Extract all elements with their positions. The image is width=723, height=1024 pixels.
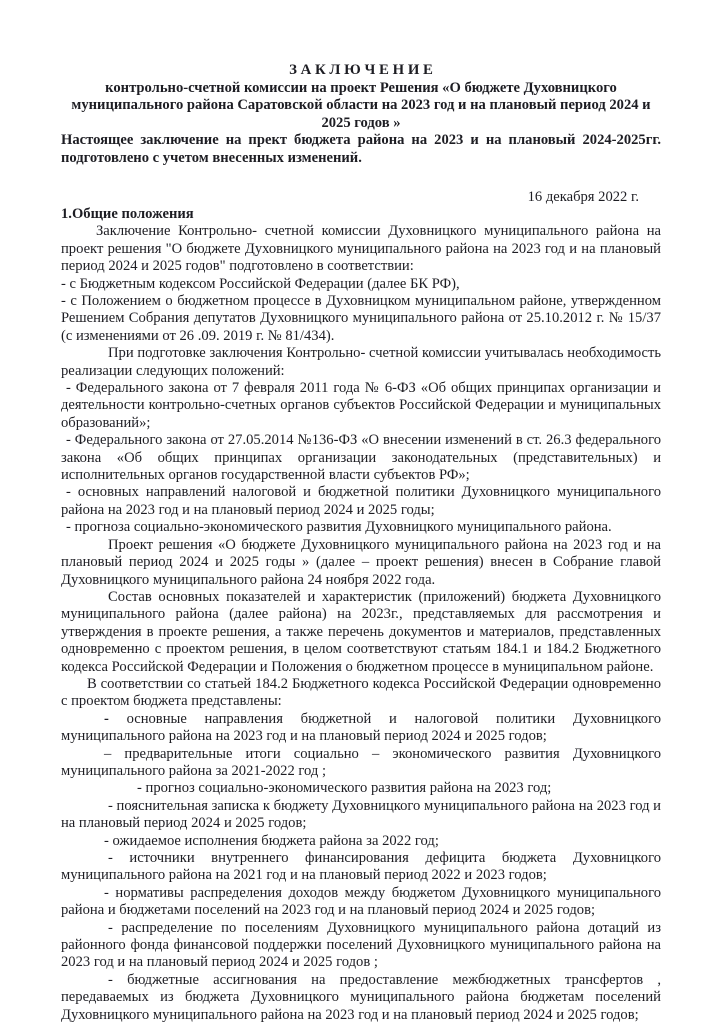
list-item-text: основные направления бюджетной и налоговой политики Духовницкого муниципального района на 2023 год и на плановый период 2024 и 2025 годов; — [61, 710, 661, 745]
document-date: 16 декабря 2022 г. — [527, 188, 639, 205]
list-item-explanatory-note: - пояснительная записка к бюджету Духовницкого муниципального района на 2023 год и на плановый период 2024 и 2025 годов; — [61, 797, 661, 832]
list-item-tax-budget-policy: - основных направлений налоговой и бюджетной политики Духовницкого муниципального района на 2023 год и на плановый период 2024 и 2025 годы; — [61, 484, 661, 518]
body-paragraph: Состав основных показателей и характеристик (приложений) бюджета Духовницкого муниципального района (далее района) на 2023г., представляемых для рассмотрения и утверждения в проекте решения, а также перечень документов и материалов, представленных одновременно с проектом решения, в целом соответствуют статьям 184.1 и 184.2 Бюджетного кодекса Российской Федерации и Положения о бюджетном процессе в муниципальном районе. — [61, 588, 661, 675]
list-item-forecast-2023: - прогноз социально-экономического развития района на 2023 год; — [137, 780, 552, 797]
section-heading-general-provisions: 1.Общие положения — [61, 205, 194, 222]
list-item-income-distribution-standards: - нормативы распределения доходов между бюджетом Духовницкого муниципального района и бюджетами поселений на 2023 год и на плановый период 2024 и 2025 годов; — [61, 884, 661, 919]
list-item-budget-code: - с Бюджетным кодексом Российской Федерации (далее БК РФ), — [61, 275, 460, 292]
list-item-budget-process-regulation: - с Положением о бюджетном процессе в Духовницком муниципальном районе, утвержденном Решением Собрания депутатов Духовницкого муниципального района от 25.10.2012 г. № 15/37 (с изменениями от 26 .09. 2019 г. № 81/434). — [61, 293, 661, 344]
document-subtitle: контрольно-счетной комиссии на проект Решения «О бюджете Духовницкого муниципального района Саратовской области на 2023 год и на плановый период 2024 и 2025 годов » — [71, 79, 651, 131]
body-paragraph: В соответствии со статьей 184.2 Бюджетного кодекса Российской Федерации одновременно с проектом бюджета представлены: — [61, 675, 661, 710]
list-item-expected-execution: - ожидаемое исполнения бюджета района за 2022 год; — [104, 832, 439, 849]
list-item-federal-law-6fz: - Федерального закона от 7 февраля 2011 года № 6-ФЗ «Об общих принципах организации и деятельности контрольно-счетных органов субъектов Российской Федерации и муниципальных образований»; — [61, 380, 661, 431]
list-item-dash: - — [104, 710, 127, 727]
list-item-deficit-financing-sources: - источники внутреннего финансирования дефицита бюджета Духовницкого муниципального района на 2021 год и на плановый период 2022 и 2023 годов; — [61, 850, 661, 884]
body-paragraph: Проект решения «О бюджете Духовницкого муниципального района на 2023 год и на плановый период 2024 и 2025 годы » (далее – проект решения) внесен в Собрание главой Духовницкого муниципального района 24 ноября 2022 года. — [61, 536, 661, 588]
list-item-federal-law-136fz: - Федерального закона от 27.05.2014 №136-ФЗ «О внесении изменений в ст. 26.3 федерального закона «Об общих принципах организации законодательных (представительных) и исполнительных органов государственной власти субъектов РФ»; — [61, 432, 661, 484]
document-title: З А К Л Ю Ч Е Н И Е — [289, 62, 433, 78]
body-paragraph: При подготовке заключения Контрольно- счетной комиссии учитывалась необходимость реализации следующих положений: — [61, 345, 661, 379]
list-item-preliminary-results: – предварительные итоги социально – экономического развития Духовницкого муниципального района за 2021-2022 год ; — [61, 745, 661, 779]
list-item-subsidy-distribution: - распределение по поселениям Духовницкого муниципального района дотаций из районного фонда финансовой поддержки поселений Духовницкого муниципального района на 2023 год и на плановый период 2024 и 2025 годов ; — [61, 919, 661, 971]
list-item-interbudget-transfers: - бюджетные ассигнования на предоставление межбюджетных трансфертов , передаваемых из бюджета Духовницкого муниципального района бюджетам поселений Духовницкого муниципального района на 2023 год и на плановый период 2024 и 2025 годов; — [61, 971, 661, 1023]
list-item-socioeconomic-forecast: - прогноза социально-экономического развития Духовницкого муниципального района. — [66, 519, 612, 536]
document-note: Настоящее заключение на прект бюджета района на 2023 и на плановый 2024-2025гг. подготовлено с учетом внесенных изменений. — [61, 132, 661, 166]
list-item-main-directions — [61, 711, 661, 746]
body-paragraph: Заключение Контрольно- счетной комиссии Духовницкого муниципального района на проект решения "О бюджете Духовницкого муниципального района на 2023 год и на плановый период 2024 и 2025 годов" подготовлено в соответствии: — [61, 223, 661, 275]
